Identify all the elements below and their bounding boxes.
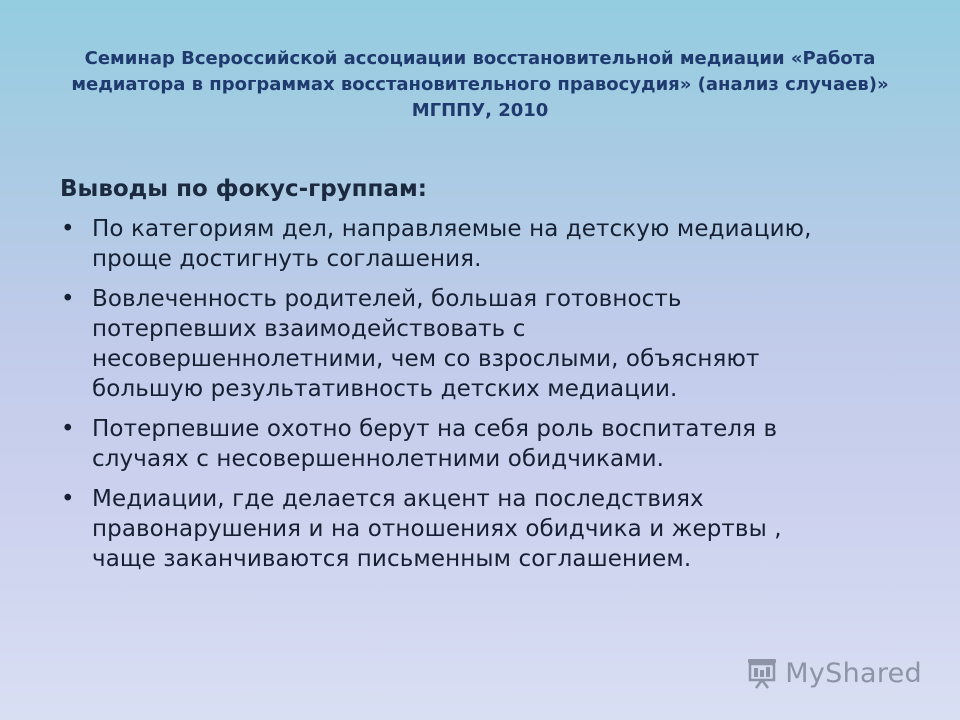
bullet-line: потерпевших взаимодействовать с xyxy=(92,316,526,342)
bullet-item xyxy=(60,214,920,274)
bullet-icon: • xyxy=(61,286,75,312)
title-line: медиатора в программах восстановительного правосудия» (анализ случаев)» xyxy=(71,74,889,95)
watermark-logo xyxy=(745,656,922,690)
bullet-line: несовершеннолетними, чем со взрослыми, объясняют xyxy=(92,346,760,372)
bullet-item xyxy=(60,484,920,574)
bullet-line: чаще заканчиваются письменным соглашением. xyxy=(92,546,692,572)
slide-title xyxy=(60,46,900,124)
presentation-board-icon xyxy=(745,656,779,690)
bullet-icon: • xyxy=(61,416,75,442)
bullet-line: Потерпевшие охотно берут на себя роль воспитателя в xyxy=(92,416,778,442)
bullet-item xyxy=(60,284,920,404)
bullet-line: Медиации, где делается акцент на последствиях xyxy=(92,486,704,512)
watermark-text: MyShared xyxy=(785,657,922,689)
slide-body xyxy=(60,172,920,584)
section-heading: Выводы по фокус-группам: xyxy=(60,176,427,202)
bullet-icon: • xyxy=(61,216,75,242)
bullet-line: По категориям дел, направляемые на детскую медиацию, xyxy=(92,216,812,242)
bullet-line: проще достигнуть соглашения. xyxy=(92,246,482,272)
bullet-item xyxy=(60,414,920,474)
bullet-list xyxy=(60,214,920,574)
bullet-line: большую результативность детских медиации. xyxy=(92,376,678,402)
title-line: МГППУ, 2010 xyxy=(411,100,549,121)
bullet-icon: • xyxy=(61,486,75,512)
title-line: Семинар Всероссийской ассоциации восстановительной медиации «Работа xyxy=(84,48,876,69)
bullet-line: правонарушения и на отношениях обидчика и жертвы , xyxy=(92,516,782,542)
bullet-line: случаях с несовершеннолетними обидчиками. xyxy=(92,446,665,472)
bullet-line: Вовлеченность родителей, большая готовность xyxy=(92,286,682,312)
